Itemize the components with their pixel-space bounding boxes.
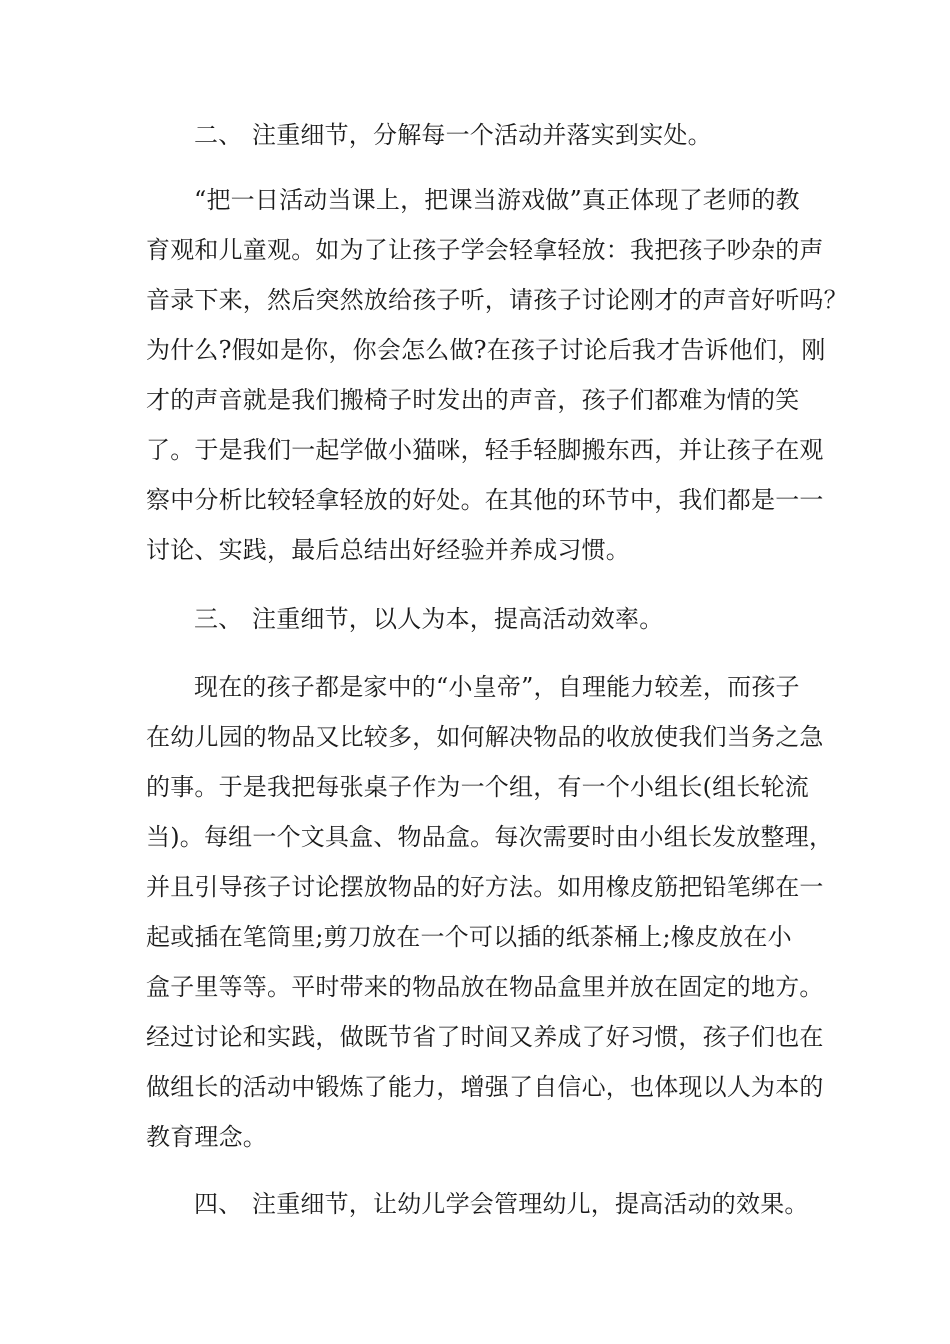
section-title: 注重细节，分解每一个活动并落实到实处。 [252, 121, 712, 149]
section-heading-3 [194, 604, 663, 634]
section-number: 四、 [194, 1190, 243, 1218]
section-heading-4 [194, 1189, 809, 1219]
paragraph-line: 现在的孩子都是家中的“小皇帝”，自理能力较差，而孩子 [194, 673, 800, 701]
paragraph-line: 教育理念。 [146, 1123, 267, 1151]
paragraph-line: 盒子里等等。平时带来的物品放在物品盒里并放在固定的地方。 [146, 973, 824, 1001]
paragraph-line: 察中分析比较轻拿轻放的好处。在其他的环节中，我们都是一一 [146, 486, 824, 514]
paragraph-line: “把一日活动当课上，把课当游戏做”真正体现了老师的教 [194, 186, 800, 214]
paragraph-line: 讨论、实践，最后总结出好经验并养成习惯。 [146, 536, 630, 564]
section-number: 二、 [194, 121, 243, 149]
paragraph-line: 并且引导孩子讨论摆放物品的好方法。如用橡皮筋把铅笔绑在一 [146, 873, 824, 901]
paragraph-line: 了。于是我们一起学做小猫咪，轻手轻脚搬东西，并让孩子在观 [146, 436, 824, 464]
paragraph-line: 当)。每组一个文具盒、物品盒。每次需要时由小组长发放整理， [146, 823, 834, 851]
paragraph-line: 才的声音就是我们搬椅子时发出的声音，孩子们都难为情的笑 [146, 386, 800, 414]
paragraph-line: 在幼儿园的物品又比较多，如何解决物品的收放使我们当务之急 [146, 723, 824, 751]
paragraph-line: 音录下来，然后突然放给孩子听，请孩子讨论刚才的声音好听吗？ [146, 286, 848, 314]
section-heading-2 [194, 120, 712, 150]
section-title: 注重细节，以人为本，提高活动效率。 [252, 605, 664, 633]
paragraph-line: 做组长的活动中锻炼了能力，增强了自信心，也体现以人为本的 [146, 1073, 824, 1101]
section-title: 注重细节，让幼儿学会管理幼儿，提高活动的效果。 [252, 1190, 809, 1218]
paragraph-line: 起或插在笔筒里;剪刀放在一个可以插的纸茶桶上;橡皮放在小 [146, 923, 792, 951]
paragraph-line: 为什么?假如是你，你会怎么做?在孩子讨论后我才告诉他们，刚 [146, 336, 826, 364]
section-number: 三、 [194, 605, 243, 633]
paragraph-line: 育观和儿童观。如为了让孩子学会轻拿轻放：我把孩子吵杂的声 [146, 236, 824, 264]
paragraph-line: 的事。于是我把每张桌子作为一个组，有一个小组长(组长轮流 [146, 773, 809, 801]
paragraph-line: 经过讨论和实践，做既节省了时间又养成了好习惯，孩子们也在 [146, 1023, 824, 1051]
